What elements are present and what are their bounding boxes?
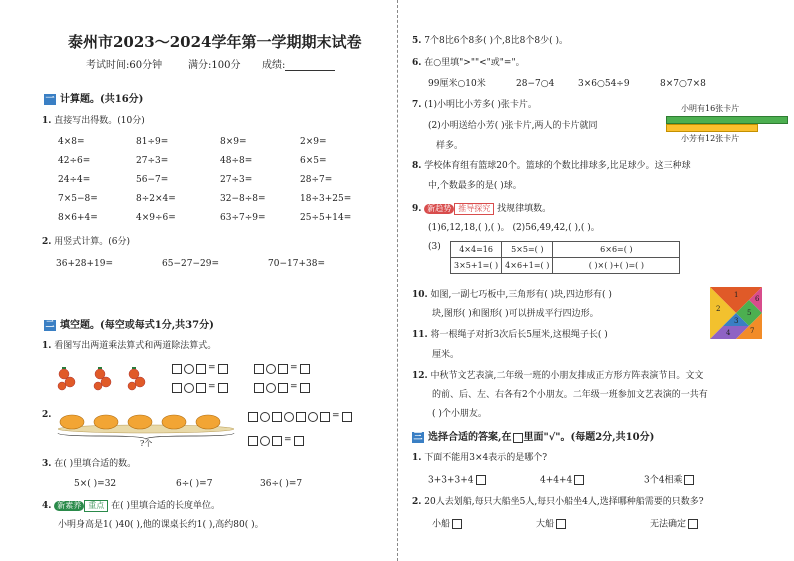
c1-opt1[interactable]: 3+3+3+4 xyxy=(428,475,486,487)
answer-box[interactable] xyxy=(476,475,486,485)
c1-opt2[interactable]: 4+4+4 xyxy=(540,475,584,487)
piece-label: 6 xyxy=(755,295,760,303)
calc-item[interactable]: 4×8= xyxy=(58,137,85,147)
calc-item[interactable]: 63÷7÷9= xyxy=(220,213,266,223)
calc-item[interactable]: 25÷5+14= xyxy=(300,213,352,223)
q9: 9. 新趋势 推导探究 找规律填数。 xyxy=(412,204,552,214)
q6-item4[interactable]: 8×7○7×8 xyxy=(660,79,706,89)
calc-item[interactable]: 48÷8= xyxy=(220,156,253,166)
q9-l1[interactable]: (1)6,12,18,( ),( )。 (2)56,49,42,( ),( )。 xyxy=(428,223,600,233)
c2: 2. 20人去划船,每只大船坐5人,每只小船坐4人,选择哪种船需要的只数多? xyxy=(412,497,704,507)
calc-item[interactable]: 32−8÷8= xyxy=(220,194,266,204)
s2-q3: 3. 在( )里填合适的数。 xyxy=(42,459,137,469)
calc-item[interactable]: 27÷3= xyxy=(136,156,169,166)
answer-box[interactable] xyxy=(556,519,566,529)
tangram xyxy=(710,287,762,339)
piece-label: 4 xyxy=(726,329,731,337)
s2-q1: 1. 看图写出两道乘法算式和两道除法算式。 xyxy=(42,341,217,351)
answer-box[interactable] xyxy=(452,519,462,529)
q6-item1[interactable]: 99厘米○10米 xyxy=(428,79,486,89)
piece-label: 7 xyxy=(750,327,755,335)
q5: 5. 7个8比6个8多( )个,8比8个8少( )。 xyxy=(412,36,568,46)
piece-label: 2 xyxy=(716,305,721,313)
section-1-heading: 一 计算题。(共16分) xyxy=(45,94,144,105)
vertical-calc-3: 70−17+38= xyxy=(268,259,325,269)
s1-q1: 1. 直接写出得数。(10分) xyxy=(42,116,145,126)
pattern-table xyxy=(450,241,680,274)
s2-q4: 4. 新素养 重点 在( )里填合适的长度单位。 xyxy=(42,501,221,511)
pattern-cell[interactable]: 5×5=( ) xyxy=(502,242,553,258)
q10-l2: 块,图形( )和图形( )可以拼成平行四边形。 xyxy=(432,309,599,319)
mult-formula-2[interactable]: = xyxy=(172,382,228,393)
exam-score: 满分:100分 xyxy=(188,60,241,71)
section-3-heading: 三 选择合适的答案,在 里面"√"。(每题2分,共10分) xyxy=(413,432,655,443)
exam-time: 考试时间:60分钟 xyxy=(86,60,163,71)
q8-l2: 中,个数最多的是( )球。 xyxy=(428,181,522,191)
calc-item[interactable]: 8×9= xyxy=(220,137,247,147)
c2-opt3[interactable]: 无法确定 xyxy=(650,519,698,531)
q11: 11. 将一根绳子对折3次后长5厘米,这根绳子长( ) xyxy=(412,330,608,340)
s2-q3-item2[interactable]: 6÷( )=7 xyxy=(176,479,213,489)
calc-item[interactable]: 28÷7= xyxy=(300,175,333,185)
c1-opt3[interactable]: 3个4相乘 xyxy=(644,475,694,487)
c2-opt1[interactable]: 小船 xyxy=(432,519,462,531)
s2-q3-item1[interactable]: 5×( )=32 xyxy=(74,479,117,489)
vertical-calc-1: 36+28+19= xyxy=(56,259,113,269)
piece-label: 5 xyxy=(747,309,752,317)
q12-l3: ( )个小朋友。 xyxy=(432,409,487,419)
q6: 6. 在○里填">""<"或"="。 xyxy=(412,58,525,68)
persimmon-icon xyxy=(56,364,176,392)
s2-q3-item3[interactable]: 36÷( )=7 xyxy=(260,479,303,489)
c1: 1. 下面不能用3×4表示的是哪个? xyxy=(412,453,548,463)
q12-l2: 的前、后、左、右各有2个小朋友。二年级一班参加文艺表演的一共有 xyxy=(432,390,708,400)
q6-item2[interactable]: 28−7○4 xyxy=(516,79,555,89)
pattern-cell[interactable]: ( )×( )+( )=( ) xyxy=(553,258,680,274)
vertical-calc-2: 65−27−29= xyxy=(162,259,219,269)
bar-xiaofang xyxy=(666,124,758,132)
calc-item[interactable]: 18÷3+25= xyxy=(300,194,352,204)
formula-row-2[interactable]: = xyxy=(248,435,304,446)
c2-opt2[interactable]: 大船 xyxy=(536,519,566,531)
piece-label: 1 xyxy=(734,291,739,299)
right-page xyxy=(397,0,794,561)
calc-item[interactable]: 56−7= xyxy=(136,175,169,185)
calc-item[interactable]: 24÷4= xyxy=(58,175,91,185)
pattern-cell[interactable]: 6×6=( ) xyxy=(553,242,680,258)
section-2-heading: 二 填空题。(每空或每式1分,共37分) xyxy=(45,320,214,331)
persimmon-group xyxy=(56,364,176,396)
calc-item[interactable]: 7×5−8= xyxy=(58,194,98,204)
answer-box[interactable] xyxy=(684,475,694,485)
calc-item[interactable]: 6×5= xyxy=(300,156,327,166)
answer-box[interactable] xyxy=(574,475,584,485)
calc-item[interactable]: 8÷2×4= xyxy=(136,194,176,204)
formula-row-1[interactable]: = xyxy=(248,411,352,422)
q6-item3[interactable]: 3×6○54÷9 xyxy=(578,79,630,89)
answer-box[interactable] xyxy=(688,519,698,529)
calc-item[interactable]: 2×9= xyxy=(300,137,327,147)
q7: 7. (1)小明比小芳多( )张卡片。 xyxy=(412,100,537,110)
q12: 12. 中秋节文艺表演,二年级一班的小朋友排成正方形方阵表演节目。文文 xyxy=(412,371,704,381)
result-blank[interactable] xyxy=(285,61,335,71)
s2-q4-line[interactable]: 小明身高是1( )40( ),他的课桌长约1( ),高约80( )。 xyxy=(58,520,264,530)
result-label: 成绩: xyxy=(262,60,335,71)
mult-formula-1[interactable]: = xyxy=(172,363,228,374)
calc-item[interactable]: 81÷9= xyxy=(136,137,169,147)
q11-l2: 厘米。 xyxy=(432,350,460,360)
q7-l2: (2)小明送给小芳( )张卡片,两人的卡片就同 xyxy=(428,121,598,131)
q7-l3: 样多。 xyxy=(436,141,464,151)
q9-l3: (3) xyxy=(428,242,441,252)
bar-xiaoming xyxy=(666,116,788,124)
pattern-cell[interactable]: 3×5+1=( ) xyxy=(451,258,502,274)
page-title: 泰州市2023～2024学年第一学期期末试卷 xyxy=(68,33,362,51)
bread-caption: ?个 xyxy=(140,439,153,448)
s1-q2: 2. 用竖式计算。(6分) xyxy=(42,237,131,247)
calc-item[interactable]: 42÷6= xyxy=(58,156,91,166)
q8: 8. 学校体育组有篮球20个。篮球的个数比排球多,比足球少。这三种球 xyxy=(412,161,691,171)
q10: 10. 如图,一副七巧板中,三角形有( )块,四边形有( ) xyxy=(412,290,612,300)
piece-label: 3 xyxy=(734,317,739,325)
calc-item[interactable]: 4×9÷6= xyxy=(136,213,176,223)
div-formula-2[interactable]: = xyxy=(254,382,310,393)
check-box-icon xyxy=(513,433,523,443)
s2-q2-label: 2. xyxy=(42,410,52,420)
pattern-cell[interactable]: 4×6+1=( ) xyxy=(502,258,553,274)
pattern-cell: 4×4=16 xyxy=(451,242,502,258)
div-formula-1[interactable]: = xyxy=(254,363,310,374)
bar1-label: 小明有16张卡片 xyxy=(681,104,740,113)
calc-item[interactable]: 27÷3= xyxy=(220,175,253,185)
bar2-label: 小芳有12张卡片 xyxy=(681,134,740,143)
calc-item[interactable]: 8×6+4= xyxy=(58,213,98,223)
